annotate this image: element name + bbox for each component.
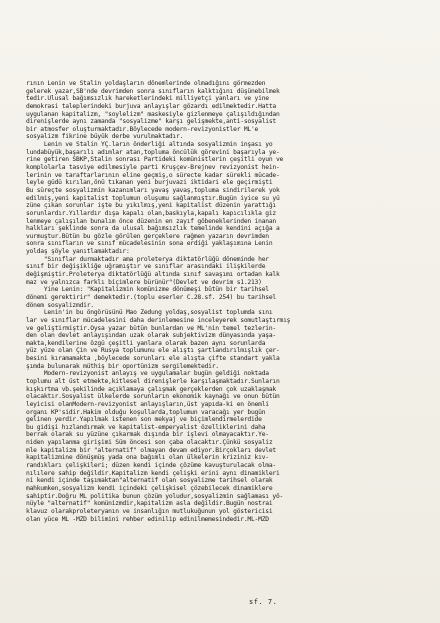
text-line: nüyle "alternatif" komünizmdir,kapitalizm asla değildir.Bugün nostrai xyxy=(26,500,273,508)
text-line: gelinen yerdir.Yapılmak istenen son mekyaj ve biçimlendirmelerdide xyxy=(26,416,262,424)
text-line: edilmiş,yeni kapitalist toplumun oluşumu sağlanmıştır.Bugün iyice su yü xyxy=(26,194,280,202)
text-line: organı KP'sidir.Hakim olduğu koşullarda,toplumun varacağı yer bugün xyxy=(26,408,266,416)
text-line: olacaktır.Sosyalist ülkelerde sorunların ekonomik kaynağı ve onun bütün xyxy=(26,393,280,401)
text-line: leyicisi olanModern-revizyonist anlayışların,üst yapıda-ki en önemli xyxy=(26,400,269,408)
text-line: leyle güdü kırılan,önü tıkanan yeni burjuvazi iktidari ele geçirmişti xyxy=(26,179,273,187)
text-line: bu gidişi hızlandırmak ve kapitalist-emperyalist özelliklerini daha xyxy=(26,423,266,431)
text-line: kapitalizmine dönüşmüş yada ona bağımlı olan ülkelerin kriziniz kıv- xyxy=(26,454,269,462)
text-line: sonra sınıfların ve sınıf mücadelesinin sona erdiği yaklaşımına Lenin xyxy=(26,240,273,248)
text-line: sosyalizm fikrine büyük derbe vurulmaktadır. xyxy=(26,133,184,141)
text-line: lar ve sınıflar mücadelesini daha derinlemesine inceleyerek somutlaştırmış xyxy=(26,316,291,324)
text-line: bir atmosfer oluşturmaktadır.Böylecede modern-revizyonistler ML'e xyxy=(26,125,259,133)
text-line: rine getiren SBKP,Stalin sonrası Partideki komünistlerin çeşitli oyun ve xyxy=(26,156,284,164)
text-line: vurmuştur.Bütün bu gözle görülen gerçeklere rağmen yazarın devrimden xyxy=(26,232,269,240)
text-line: sahiptir.Doğru ML politika bunun çözüm yoludur,sosyalizmin sağlaması yö- xyxy=(26,492,284,500)
text-line: mle kapitalizm bir "alternatif" olmayan devam ediyor.Birçokları devlet xyxy=(26,446,276,454)
text-line: lerinin ve taraftarlarının eline geçmiş,o sürecte kadar sürekli mücade- xyxy=(26,171,280,179)
text-line: yüz yüze olan Çin ve Rusya toplumunu ele alıştı şartlandırılmışlık çer- xyxy=(26,347,280,355)
page-number: sf. 7. xyxy=(249,598,278,606)
document-body xyxy=(26,80,430,523)
text-line: gelerek yazar,SB'nde devrimden sonra sınıfların kalktığını düşünebilmek xyxy=(26,87,280,95)
text-line: yoldaş şöyle yanıtlamaktadır: xyxy=(26,248,130,256)
text-line: ni kendi içinde taşımaktan"alternatif olan sosyalizme tarihsel olarak xyxy=(26,477,273,485)
text-line: direnişlerde aynı zamanda "sosyalizme" karşı gelişmekte,anti-sosyalist xyxy=(26,118,276,126)
text-line: mahkumken,sosyalizm kendi içindeki çelişkisel çözebilecek dinamiklere xyxy=(26,484,273,492)
text-line: besini kıramamakta ,böylecede sorunları ele alışta çifte standart yakla xyxy=(26,355,280,363)
text-line: Yine Lenin: "Kapitalizmin komünizme dönümeşi bütün bir tarihsel xyxy=(26,286,269,294)
text-line: kışkırtma vb.şekilinde açıklamaya çalışmak gerçeklerden çok uzaklaşmak xyxy=(26,385,276,393)
text-line: niden yapılanma girişimi Süm öncesi son çaba olacaktır.Çünkü sosyaliz xyxy=(26,439,273,447)
text-line: lundabüyük,başarılı adımlar atan,topluma öncülük görevini başarıyla ye- xyxy=(26,148,280,156)
text-line: berrak olarak su yüzüne çıkarmak dışında bir işlevi olmayacaktır.Ye- xyxy=(26,431,269,439)
text-line: sorunlardır.Yıllardır dışa kapalı olan,baskıyla,kapalı kapıcılıkla giz xyxy=(26,209,276,217)
text-line: Lenin ve Stalin YÇ.ların önderliği altında sosyalizmin inşası yo xyxy=(26,141,273,149)
text-line: rının Lenin ve Stalin yoldaşların dönemlerinde olmadığını görmezden xyxy=(26,80,266,87)
text-line: halkları şeklinde sonra da ulusal bağımsızlık temelinde kendini açığa a xyxy=(26,225,280,233)
text-line: Lenin'in bu öngörüsünü Mao Zedung yoldaş,sosyalist toplumda sını xyxy=(26,309,273,317)
text-line: nılılere sahip değildir.Kapitalizm kendi çelişki erini aynı dinamikleri xyxy=(26,469,280,477)
text-line: demokrasi taleplerindeki burjuva anlayışlar gözardı edilmektedir.Hatta xyxy=(26,102,276,110)
text-line: züne çıkan sorunlar işte bu yıkılmış,yeni kapitalist düzenin yarattığı xyxy=(26,202,276,210)
text-line: klavuz olarakproleteryanın ve insanlığın mutlukuğunun yol göstericisi xyxy=(26,507,273,515)
text-line: uygulanan kapitalizm, "soylelizm" maskesiyle gizlenmeye çalışıldığından xyxy=(26,110,280,118)
text-line: toplumu alt üst etmekte,kitlesel direnişlerle karşılaşmaktadır.Sunların xyxy=(26,377,280,385)
text-line: değişmiştir.Proleterya diktatörlüğü altında sınıf savaşımı ortadan kalk xyxy=(26,271,280,279)
text-line: dönemi gerektirir" demektedir.(toplu eserler C.28.sf. 254) bu tarihsel xyxy=(26,293,276,301)
text-line: lenmeye çalışılan bunalım önce düzenin en zayıf göbeneklerinden inanan xyxy=(26,217,276,225)
text-line: den olan devlet anlayışından uzak olarak subjektivizm dünyasında yaşa- xyxy=(26,332,276,340)
text-line: Modern-revizyonist anlayış ve uygulamalar bugün geldiği noktada xyxy=(26,370,269,378)
text-line: Bu süreçte sosyalizmin kazanımları yavaş yavaş,topluma sindirilerek yok xyxy=(26,186,280,194)
text-line: tedir.Ulusal bağımsızlık hareketlerindeki milliyetçi yanları ve yine xyxy=(26,95,269,103)
text-line: dönem sosyalizmdir. xyxy=(26,301,94,309)
text-line: sınıf bir değişikliğe uğramıştır ve sınıflar arasındaki ilişkilerde xyxy=(26,263,266,271)
text-line: şımda bulunarak müthiş bir oportünizm sergilemektedir. xyxy=(26,362,219,370)
text-line: randıkları çelişkileri; düzen kendi içinde çözüme kavuşturulacak olma- xyxy=(26,462,276,470)
text-line: "Sınıflar durmaktadır ama proleterya diktatörlüğü döneminde her xyxy=(26,255,269,263)
text-line: makta,kendilerine özgü çeşitli yanlara olarak bazen aynı sorunlarda xyxy=(26,339,266,347)
text-line: olan yüce ML -MZD bilimini rehber edinilip edinilmemesindedir.ML-MZD xyxy=(26,515,269,523)
text-line: ve geliştirmiştir.Oysa yazar bütün bunlardan ve ML'nin temel tezlerin- xyxy=(26,324,276,332)
text-line: maz ve yalnızca farklı biçimlere bürünür"(Devlet ve devrim s1.213) xyxy=(26,278,262,286)
text-line: komplolarla tasviye edilmesiyle parti Kruşçev-Brejnev revizyonist hein- xyxy=(26,164,280,172)
